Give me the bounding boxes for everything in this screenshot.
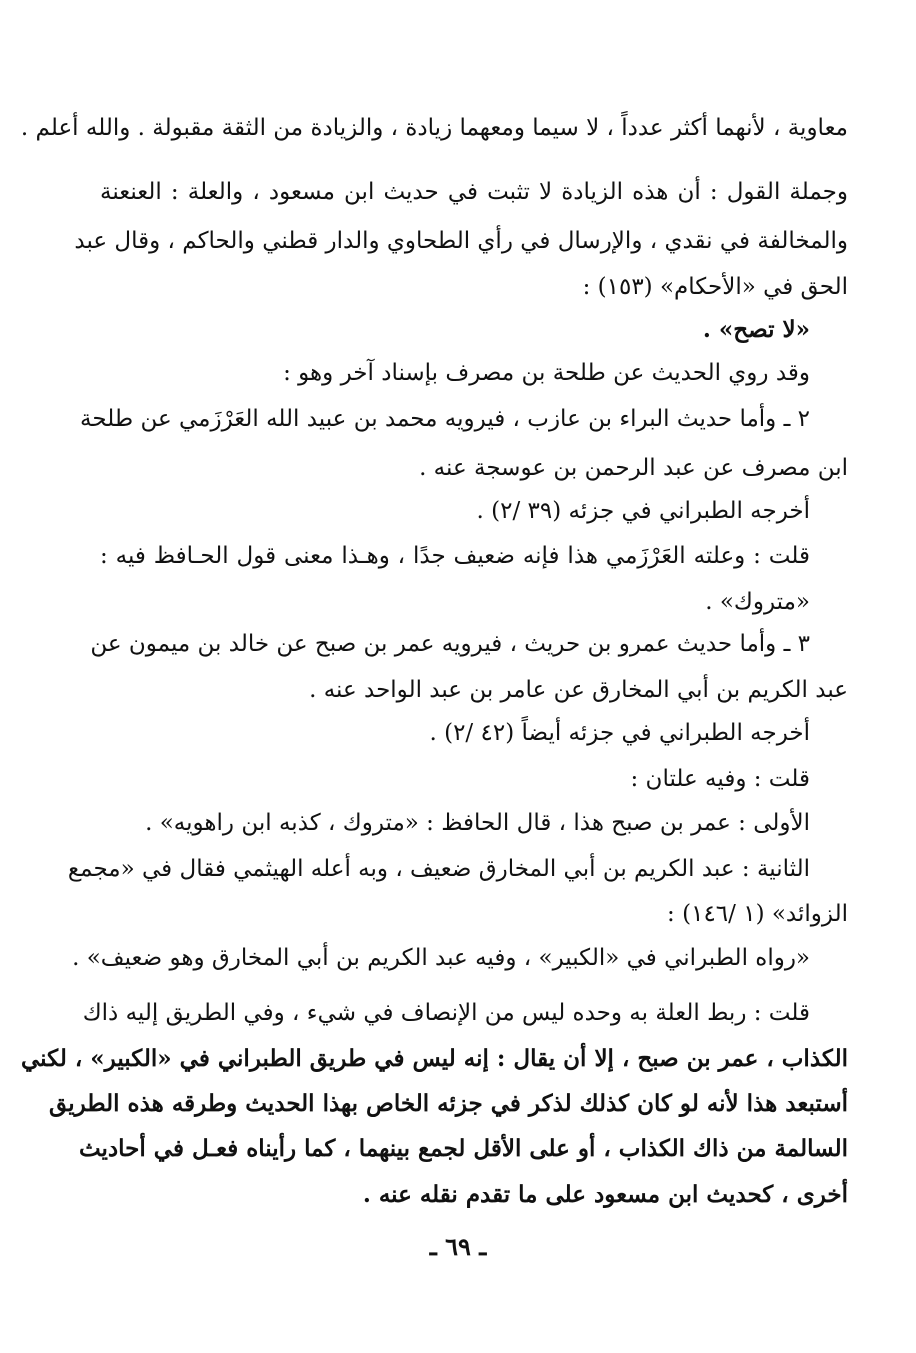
text-line: الكذاب ، عمر بن صبح ، إلا أن يقال : إنه ليس في طريق الطبراني في «الكبير» ، لكني: [21, 1045, 848, 1072]
text-line: أستبعد هذا لأنه لو كان كذلك لذكر في جزئه الخاص بهذا الحديث وطرقه هذه الطريق: [49, 1090, 848, 1117]
text-line: الزوائد» (١ /١٤٦) :: [667, 901, 848, 927]
text-line: ٢ ـ وأما حديث البراء بن عازب ، فيرويه محمد بن عبيد الله العَرْزَمي عن طلحة: [80, 406, 810, 432]
text-line: وجملة القول : أن هذه الزيادة لا تثبت في حديث ابن مسعود ، والعلة : العنعنة: [100, 179, 848, 205]
text-line: معاوية ، لأنهما أكثر عدداً ، لا سيما ومعهما زيادة ، والزيادة من الثقة مقبولة . والله أعلم .: [20, 115, 848, 141]
text-line: السالمة من ذاك الكذاب ، أو على الأقل لجمع بينهما ، كما رأيناه فعـل في أحاديث: [78, 1135, 848, 1162]
text-line: قلت : ربط العلة به وحده ليس من الإنصاف في شيء ، وفي الطريق إليه ذاك: [82, 1000, 810, 1026]
text-line: عبد الكريم بن أبي المخارق عن عامر بن عبد الواحد عنه .: [309, 677, 848, 703]
quote-line: «رواه الطبراني في «الكبير» ، وفيه عبد الكريم بن أبي المخارق وهو ضعيف» .: [72, 945, 810, 971]
text-line: أخرجه الطبراني في جزئه (٣٩ /٢) .: [476, 498, 810, 524]
page-number: ـ ٦٩ ـ: [429, 1232, 487, 1261]
text-line: أخرى ، كحديث ابن مسعود على ما تقدم نقله عنه .: [362, 1181, 848, 1208]
text-line: قلت : وعلته العَرْزَمي هذا فإنه ضعيف جدًا ، وهـذا معنى قول الحـافظ فيه :: [100, 543, 810, 569]
text-line: ٣ ـ وأما حديث عمرو بن حريث ، فيرويه عمر بن صبح عن خالد بن ميمون عن: [90, 631, 810, 657]
text-line: الأولى : عمر بن صبح هذا ، قال الحافظ : «متروك ، كذبه ابن راهويه» .: [145, 810, 810, 836]
text-line: الحق في «الأحكام» (١٥٣) :: [582, 274, 848, 300]
text-line: الثانية : عبد الكريم بن أبي المخارق ضعيف ، وبه أعله الهيثمي فقال في «مجمع: [67, 856, 810, 882]
text-line: «متروك» .: [705, 589, 810, 615]
text-line: قلت : وفيه علتان :: [630, 766, 810, 792]
quote-line: «لا تصح» .: [702, 316, 810, 343]
text-line: والمخالفة في نقدي ، والإرسال في رأي الطحاوي والدار قطني والحاكم ، وقال عبد: [74, 228, 848, 254]
text-line: أخرجه الطبراني في جزئه أيضاً (٤٢ /٢) .: [429, 720, 810, 746]
text-line: وقد روي الحديث عن طلحة بن مصرف بإسناد آخر وهو :: [283, 360, 810, 386]
text-line: ابن مصرف عن عبد الرحمن بن عوسجة عنه .: [419, 455, 848, 481]
